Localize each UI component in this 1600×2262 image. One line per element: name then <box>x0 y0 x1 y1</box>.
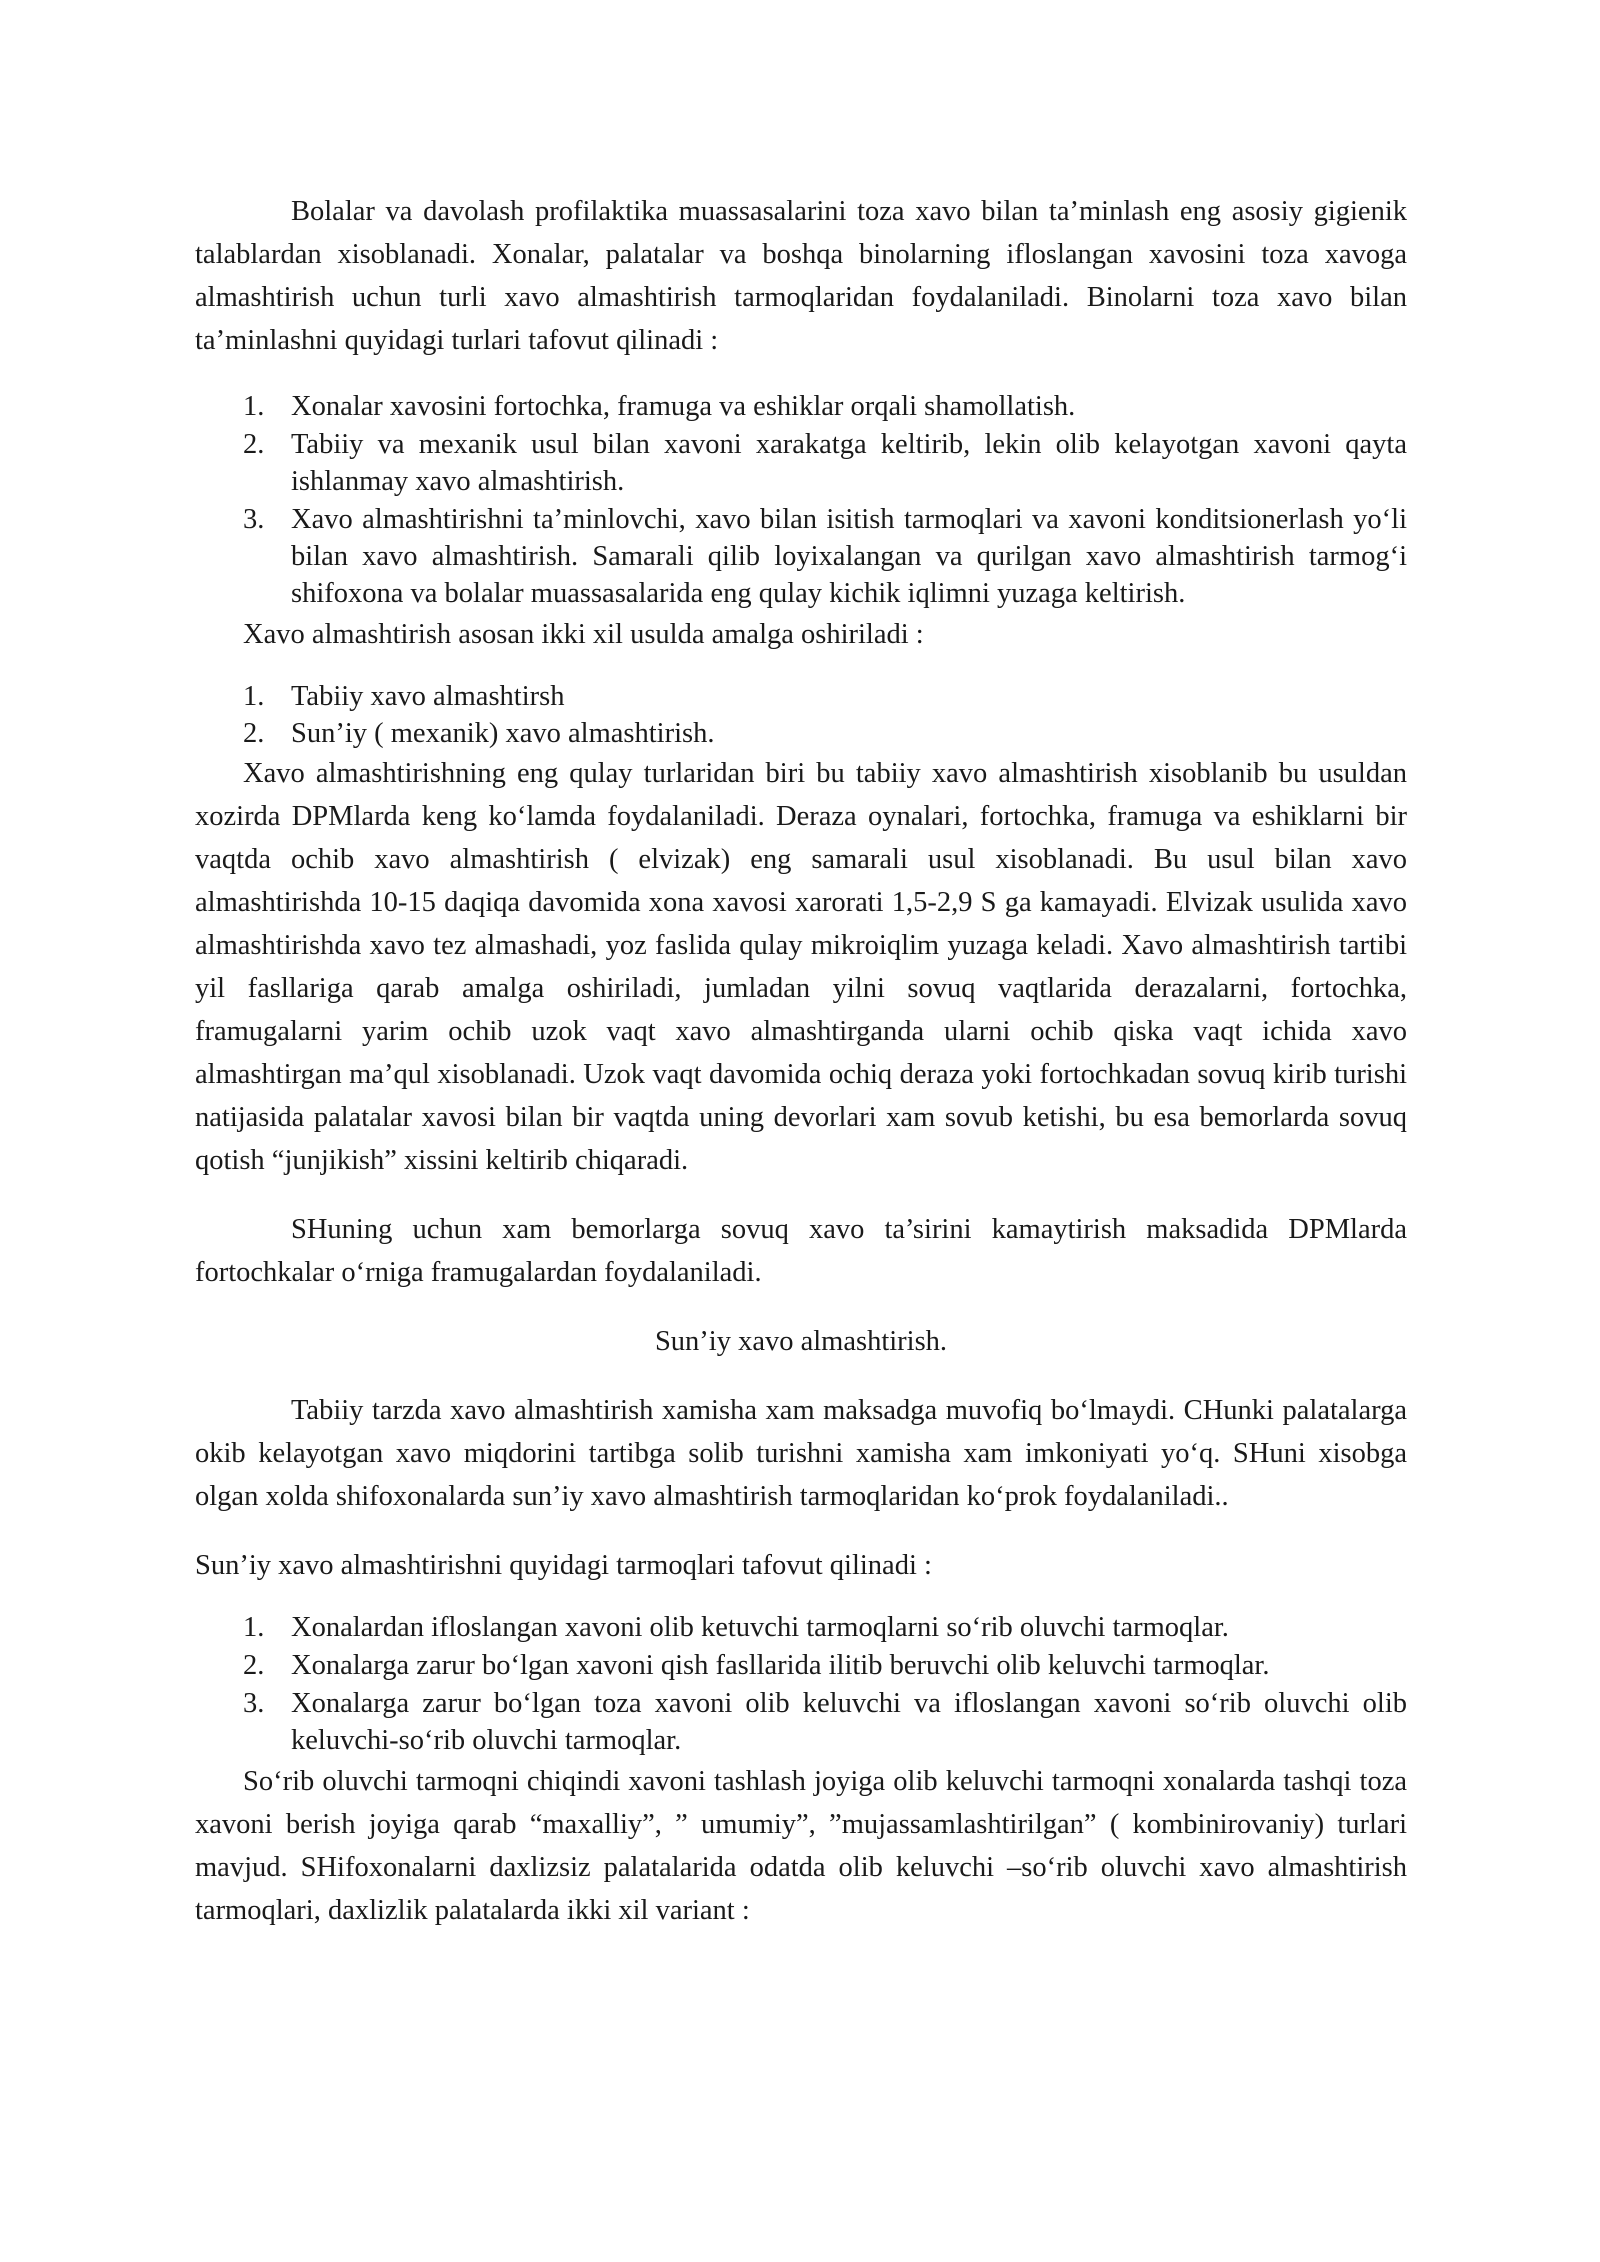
artificial-ventilation-paragraph: Tabiiy tarzda xavo almashtirish xamisha xam maksadga muvofiq bo‘lmaydi. CHunki palatalarga okib kelayotgan xavo miqdorini tartibga solib turishni xamisha xam imkoniyati yo‘q. SHuni xisobga olgan xolda shifoxonalarda sun’iy xavo almashtirish tarmoqlaridan ko‘prok foydalaniladi.. <box>195 1395 1407 1512</box>
list-item <box>195 388 1407 425</box>
final-paragraph: So‘rib oluvchi tarmoqni chiqindi xavoni tashlash joyiga olib keluvchi tarmoqni xonalarda tashqi toza xavoni berish joyiga qarab “maxalliy”, ” umumiy”, ”mujassamlashtirilgan” ( kombinirovaniy) turlari mavjud. SHifoxonalarni daxlizsiz palatalarida odatda olib keluvchi –so‘rib oluvchi xavo almashtirish tarmoqlari, daxlizlik palatalarda ikki xil variant : <box>195 1766 1407 1926</box>
list-item <box>195 1609 1407 1646</box>
list-item <box>195 678 1407 715</box>
natural-ventilation-paragraph: Xavo almashtirishning eng qulay turlaridan biri bu tabiiy xavo almashtirish xisoblanib bu usuldan xozirda DPMlarda keng ko‘lamda foydalaniladi. Deraza oynalari, fortochka, framuga va eshiklarni bir vaqtda ochib xavo almashtirish ( elvizak) eng samarali usul xisoblanadi. Bu usul bilan xavo almashtirishda 10-15 daqiqa davomida xona xavosi xarorati 1,5-2,9 S ga kamayadi. Elvizak usulida xavo almashtirishda xavo tez almashadi, yoz faslida qulay mikroiqlim yuzaga keladi. Xavo almashtirish tartibi yil fasllariga qarab amalga oshiriladi, jumladan yilni sovuq vaqtlarida derazalarni, fortochka, framugalarni yarim ochib uzok vaqt xavo almashtirganda ularni ochib qiska vaqt ichida xavo almashtirgan ma’qul xisoblanadi. Uzok vaqt davomida ochiq deraza yoki fortochkadan sovuq kirib turishi natijasida palatalar xavosi bilan bir vaqtda uning devorlari xam sovub ketishi, bu esa bemorlarda sovuq qotish “junjikish” xissini keltirib chiqaradi. <box>195 758 1407 1176</box>
document-page <box>195 190 1407 1932</box>
list-item-text: Sun’iy ( mexanik) xavo almashtirish. <box>291 718 715 749</box>
list-item-text: Xavo almashtirishni ta’minlovchi, xavo bilan isitish tarmoqlari va xavoni konditsionerlash yo‘li bilan xavo almashtirish. Samarali qilib loyixalangan va qurilgan xavo almashtirish tarmog‘i shifoxona va bolalar muassasalarida eng qulay kichik iqlimni yuzaga keltirish. <box>291 504 1407 609</box>
list-item <box>195 1647 1407 1684</box>
list-item-text: Tabiiy va mexanik usul bilan xavoni xarakatga keltirib, lekin olib kelayotgan xavoni qayta ishlanmay xavo almashtirish. <box>291 429 1407 497</box>
list-number: 2. <box>243 1650 265 1681</box>
list-item-text: Xonalarga zarur bo‘lgan toza xavoni olib keluvchi va ifloslangan xavoni so‘rib oluvchi olib keluvchi-so‘rib oluvchi tarmoqlar. <box>291 1688 1407 1756</box>
list-item-text: Tabiiy xavo almashtirsh <box>291 681 565 712</box>
methods-list <box>195 678 1407 752</box>
methods-intro: Xavo almashtirish asosan ikki xil usulda amalga oshiriladi : <box>243 619 924 650</box>
list-number: 1. <box>243 1612 265 1643</box>
list-item <box>195 426 1407 500</box>
intro-paragraph: Bolalar va davolash profilaktika muassasalarini toza xavo bilan ta’minlash eng asosiy gigienik talablardan xisoblanadi. Xonalar, palatalar va boshqa binolarning ifloslangan xavosini toza xavoga almashtirish uchun turli xavo almashtirish tarmoqlaridan foydalaniladi. Binolarni toza xavo bilan ta’minlashni quyidagi turlari tafovut qilinadi : <box>195 196 1407 356</box>
list-number: 3. <box>243 1688 265 1719</box>
shuning-paragraph: SHuning uchun xam bemorlarga sovuq xavo ta’sirini kamaytirish maksadida DPMlarda fortochkalar o‘rniga framugalardan foydalaniladi. <box>195 1214 1407 1288</box>
networks-intro: Sun’iy xavo almashtirishni quyidagi tarmoqlari tafovut qilinadi : <box>195 1550 932 1581</box>
list-item-text: Xonalarga zarur bo‘lgan xavoni qish fasllarida ilitib beruvchi olib keluvchi tarmoqlar. <box>291 1650 1270 1681</box>
list-item-text: Xonalardan ifloslangan xavoni olib ketuvchi tarmoqlarni so‘rib oluvchi tarmoqlar. <box>291 1612 1229 1643</box>
ventilation-types-list <box>195 388 1407 612</box>
networks-list <box>195 1609 1407 1759</box>
list-number: 1. <box>243 681 265 712</box>
list-number: 3. <box>243 504 265 535</box>
list-item <box>195 715 1407 752</box>
section-heading: Sun’iy xavo almashtirish. <box>654 1326 948 1357</box>
list-number: 2. <box>243 429 265 460</box>
list-number: 2. <box>243 718 265 749</box>
list-item-text: Xonalar xavosini fortochka, framuga va eshiklar orqali shamollatish. <box>291 391 1076 422</box>
list-item <box>195 501 1407 612</box>
list-number: 1. <box>243 391 265 422</box>
list-item <box>195 1685 1407 1759</box>
